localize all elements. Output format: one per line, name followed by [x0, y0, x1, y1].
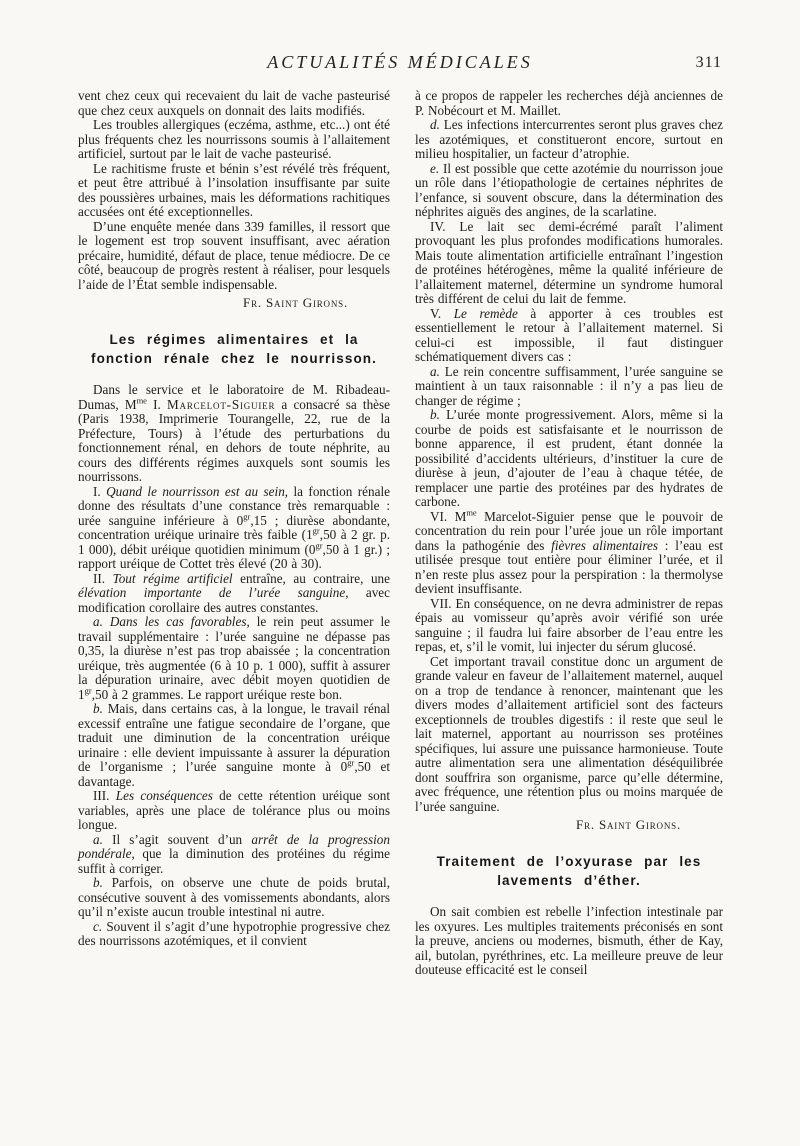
paragraph: I. Quand le nourrisson est au sein, la fonction rénale donne des résultats d’une constance très remarquable : urée sanguine inférieure à $0^{gr},15$ ; diurèse abondante, concentration uréique urinaire très faible ($1^{gr},50$ à 2 gr. p. 1 000), débit uréique quotidien minimum ($0^{gr},50$ à 1 gr.) ; rapport uréique de Cottet très élevé (20 à 30).	[78, 483, 391, 571]
author-signature-text: Fr. Saint Girons.	[243, 295, 348, 310]
paragraph: a. Il s’agit souvent d’un arrêt de la progression pondérale, que la diminution des protéines du régime suffit à corriger.	[78, 831, 390, 876]
column-right	[415, 89, 723, 978]
running-title: ACTUALITÉS MÉDICALES	[267, 52, 533, 72]
paragraph: VII. En conséquence, on ne devra administrer de repas épais au vomisseur qu’après avoir vérifié son urée sanguine ; il faudra lui faire absorber de l’eau entre les repas, et, s’il le vomit, lui injecter du sérum glucosé.	[415, 595, 723, 654]
paragraph: d. Les infections intercurrentes seront plus graves chez les azotémiques, et constitueront encore, surtout en milieu hospitalier, un facteur d’atrophie.	[415, 117, 723, 161]
paragraph: e. Il est possible que cette azotémie du nourrisson joue un rôle dans l’étiopathologie de certaines néphrites de l’enfance, si souvent obscure, dans la détermination des néphrites aiguës des angines, de la scarlatine.	[415, 160, 723, 219]
paragraph: On sait combien est rebelle l’infection intestinale par les oxyures. Les multiples traitements préconisés en sont la preuve, anciens ou modernes, bismuth, éther de Kay, ail, butolan, pyréthrines, etc. La meilleure preuve de leur douteuse efficacité est le conseil	[415, 904, 723, 977]
paragraph: Dans le service et le laboratoire de M. Ribadeau-Dumas, $M^{me}$ I. Marcelot-Siguier a consacré sa thèse (Paris 1938, Imprimerie Tourangelle, 22, rue de la Préfecture, Tours) à l’étude des perturbations du fonctionnement rénal, en dehors de toute néphrite, au cours des différents régimes auxquels sont soumis les nourrissons.	[78, 382, 390, 484]
paragraph: à ce propos de rappeler les recherches déjà anciennes de P. Nobécourt et M. Maillet.	[415, 88, 723, 118]
column-left	[78, 89, 390, 978]
section-heading: Traitement de l’oxyurase par les lavements d’éther.	[436, 854, 702, 888]
paragraph: b. Parfois, on observe une chute de poids brutal, consécutive souvent à des vomissements abondants, alors qu’il n’existe aucun trouble intestinal ni autre.	[78, 875, 390, 919]
paragraph: Les troubles allergiques (eczéma, asthme, etc...) ont été plus fréquents chez les nourrissons soumis à l’allaitement artificiel, surtout par le lait de vache pasteurisé.	[78, 117, 390, 161]
paragraph: Le rachitisme fruste et bénin s’est révélé très fréquent, et peut être attribué à l’insolation insuffisante par suite des poussières urbaines, mais les déformations rachitiques accusées ont été exceptionnelles.	[78, 160, 390, 219]
paragraph: b. L’urée monte progressivement. Alors, même si la courbe de poids est satisfaisante et le nourrisson de bonne apparence, il est prudent, étant donnée la possibilité d’accidents ultérieurs, d’instituer la cure de diurèse à jeun, d’ajouter de l’eau à chaque tétée, de remplacer une partie des protéines par des hydrates de carbone.	[415, 407, 723, 509]
paragraph: VI. $M^{me}$ Marcelot-Siguier pense que le pouvoir de concentration du rein pour l’urée joue un rôle important dans la pathogénie des fièvres alimentaires : l’eau est utilisée presque tout entière pour éliminer l’urée, et il n’en reste plus assez pour la perspiration : la thermolyse devient insuffisante.	[415, 507, 723, 596]
author-signature	[415, 817, 723, 832]
paragraph: b. Mais, dans certains cas, à la longue, le travail rénal excessif entraîne une fatigue secondaire de l’organe, que traduit une diminution de la concentration uréique urinaire : elle devient impuissante à assurer la dépuration de l’organisme ; l’urée sanguine monte à $0^{gr},50$ et davantage.	[78, 701, 390, 789]
paragraph: Cet important travail constitue donc un argument de grande valeur en faveur de l’allaitement maternel, auquel on a trop de tendance à renoncer, maintenant que les divers modes d’allaitement artificiel sont des facteurs exceptionnels de troubles digestifs : il reste que seul le lait maternel, apportant au nourrisson ses protéines spécifiques, lui assure une puissance harmonieuse. Toute autre alimentation sera une alimentation déséquilibrée dont souffrira son organisme, parce qu’elle détermine, avec fréquence, une rétention plus ou moins marquée de l’urée sanguine.	[415, 653, 723, 814]
paragraph: a. Le rein concentre suffisamment, l’urée sanguine se maintient à un taux raisonnable : il n’y a pas lieu de changer de régime ;	[415, 363, 723, 408]
text-columns	[78, 89, 723, 978]
paragraph: D’une enquête menée dans 339 familles, il ressort que le logement est trop souvent insuffisant, avec aération précaire, humidité, défaut de place, tenue médiocre. De ce côté, beaucoup de progrès restent à réaliser, pour lesquels l’aide de l’État semble indispensable.	[78, 218, 390, 292]
paragraph: vent chez ceux qui recevaient du lait de vache pasteurisé que chez ceux auxquels on donnait des laits modifiés.	[78, 88, 390, 118]
paragraph: IV. Le lait sec demi-écrémé paraît l’aliment provoquant les plus profondes modifications humorales. Mais toute alimentation artificielle entraînant l’ingestion de protéines hétérogènes, même la qualité inférieure de l’allaitement maternel, détermine un syndrome humoral très différent de celui du lait de femme.	[415, 218, 723, 306]
paragraph: c. Souvent il s’agit d’une hypotrophie progressive chez des nourrissons azotémiques, et il convient	[78, 918, 390, 948]
author-signature	[78, 295, 390, 310]
page-number: 311	[695, 54, 722, 71]
paragraph: II. Tout régime artificiel entraîne, au contraire, une élévation importante de l’urée sanguine, avec modification corollaire des autres constantes.	[78, 570, 390, 615]
section-heading: Les régimes alimentaires et la fonction rénale chez le nourrisson.	[90, 332, 378, 366]
paragraph: V. Le remède à apporter à ces troubles est essentiellement le retour à l’allaitement maternel. Si celui-ci est impossible, il faut distinguer schématiquement divers cas :	[415, 305, 723, 364]
author-signature-text: Fr. Saint Girons.	[576, 817, 681, 832]
paragraph: III. Les conséquences de cette rétention uréique sont variables, après une place de tolérance plus ou moins longue.	[78, 788, 391, 832]
paragraph: a. Dans les cas favorables, le rein peut assumer le travail supplémentaire : l’urée sanguine ne dépasse pas 0,35, la diurèse n’est pas trop abaissée ; la concentration uréique, très augmentée (6 à 10 p. 1 000), suffit à assurer la dépuration urinaire, avec débit moyen quotidien de $1^{gr},50$ à 2 grammes. Le rapport uréique reste bon.	[78, 614, 390, 702]
